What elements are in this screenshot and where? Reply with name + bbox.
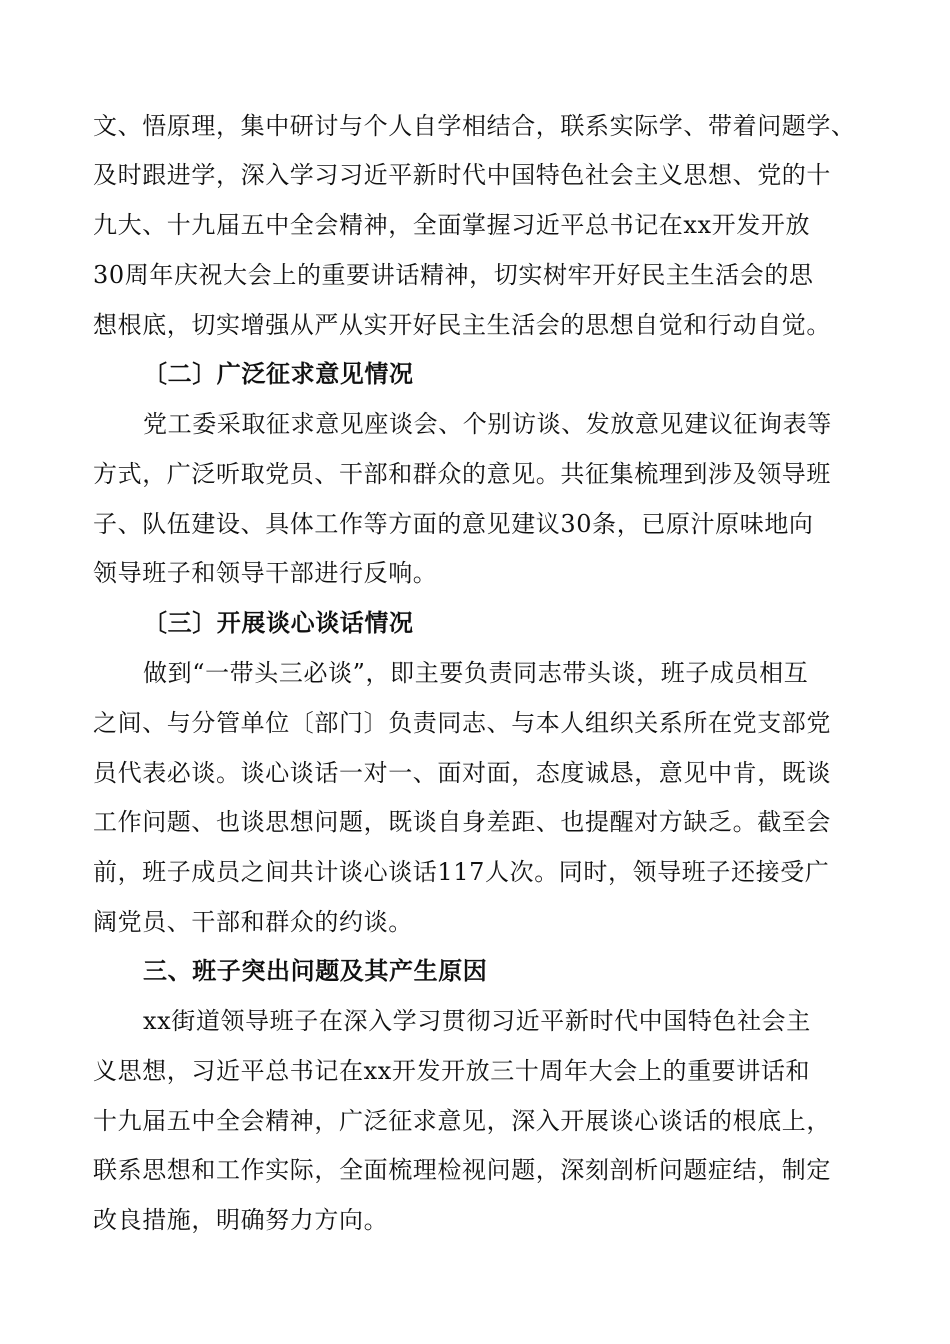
section-heading: 〔三〕开展谈心谈话情况 xyxy=(143,608,414,637)
chapter-heading: 三、班子突出问题及其产生原因 xyxy=(143,956,488,985)
body-text-line: 员代表必谈。谈心谈话一对一、面对面，态度诚恳，意见中肯，既谈 xyxy=(93,759,831,787)
body-text-line: 阔党员、干部和群众的约谈。 xyxy=(93,908,413,936)
body-text-line: 文、悟原理，集中研讨与个人自学相结合，联系实际学、带着问题学、 xyxy=(93,112,856,140)
paragraph-first-line: xx街道领导班子在深入学习贯彻习近平新时代中国特色社会主 xyxy=(143,1007,811,1035)
body-text-line: 工作问题、也谈思想问题，既谈自身差距、也提醒对方缺乏。截至会 xyxy=(93,808,831,836)
body-text-line: 前，班子成员之间共计谈心谈话117人次。同时，领导班子还接受广 xyxy=(93,858,830,886)
body-text-line: 及时跟进学，深入学习习近平新时代中国特色社会主义思想、党的十 xyxy=(93,161,831,189)
body-text-line: 改良措施，明确努力方向。 xyxy=(93,1206,389,1234)
body-text-line: 想根底，切实增强从严从实开好民主生活会的思想自觉和行动自觉。 xyxy=(93,311,831,339)
body-text-line: 十九届五中全会精神，广泛征求意见，深入开展谈心谈话的根底上， xyxy=(93,1107,831,1135)
body-text-line: 联系思想和工作实际，全面梳理检视问题，深刻剖析问题症结，制定 xyxy=(93,1156,831,1184)
paragraph-first-line: 党工委采取征求意见座谈会、个别访谈、发放意见建议征询表等 xyxy=(143,410,832,438)
body-text-line: 30周年庆祝大会上的重要讲话精神，切实树牢开好民主生活会的思 xyxy=(93,261,814,289)
body-text-line: 义思想，习近平总书记在xx开发开放三十周年大会上的重要讲话和 xyxy=(93,1057,811,1085)
body-text-line: 之间、与分管单位〔部门〕负责同志、与本人组织关系所在党支部党 xyxy=(93,709,831,737)
body-text-line: 子、队伍建设、具体工作等方面的意见建议30条，已原汁原味地向 xyxy=(93,510,814,538)
body-text-line: 方式，广泛听取党员、干部和群众的意见。共征集梳理到涉及领导班 xyxy=(93,460,831,488)
body-text-line: 领导班子和领导干部进行反响。 xyxy=(93,559,438,587)
section-heading: 〔二〕广泛征求意见情况 xyxy=(143,359,414,388)
body-text-line: 九大、十九届五中全会精神，全面掌握习近平总书记在xx开发开放 xyxy=(93,211,811,239)
paragraph-first-line: 做到“一带头三必谈”，即主要负责同志带头谈，班子成员相互 xyxy=(143,659,809,687)
